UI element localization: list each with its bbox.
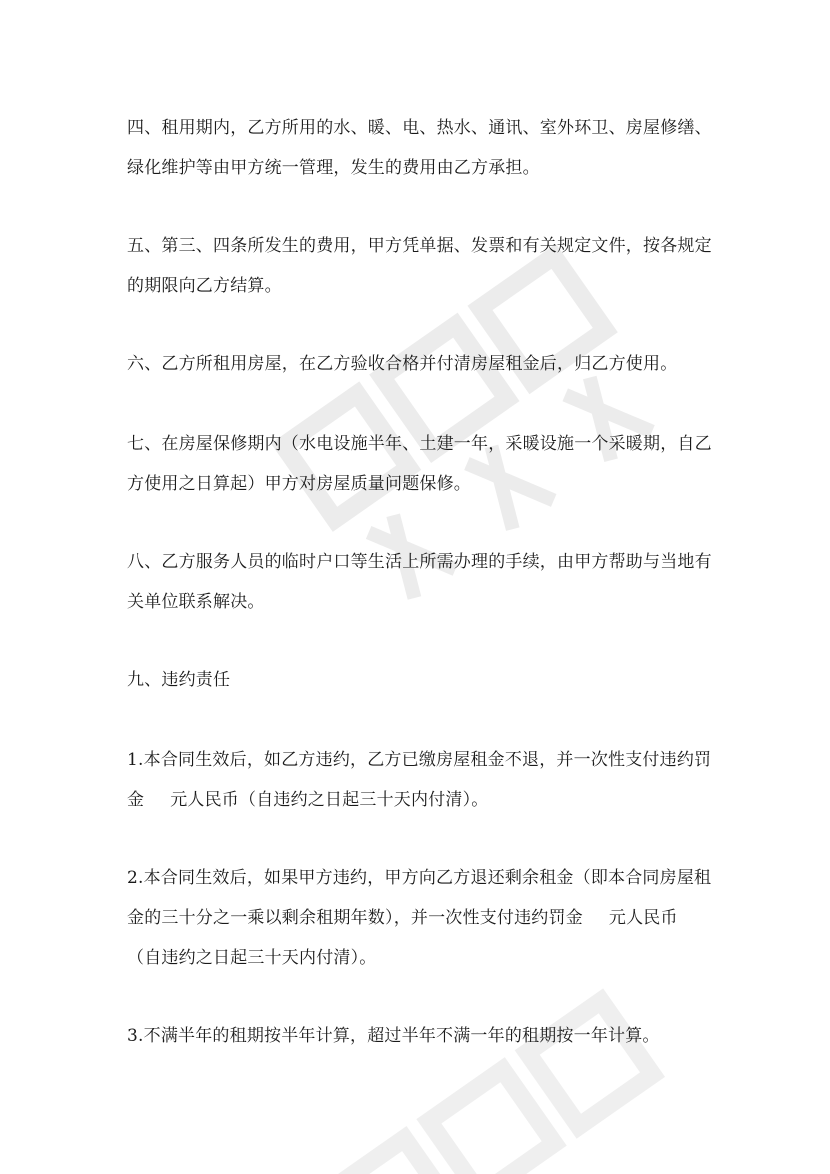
item-2-line-2 bbox=[127, 898, 707, 938]
item-2-line-2-head: 金的三十分之一乘以剩余租期年数），并一次性支付违约罚金 bbox=[127, 908, 583, 928]
item-2-line-2-tail: 元人民币 bbox=[608, 908, 678, 928]
clause-6-line-1: 六、乙方所租用房屋，在乙方验收合格并付清房屋租金后，归乙方使用。 bbox=[127, 354, 678, 374]
clause-5-line-2: 的期限向乙方结算。 bbox=[127, 276, 282, 296]
document-body bbox=[127, 108, 712, 1096]
clause-8-line-1: 八、乙方服务人员的临时户口等生活上所需办理的手续，由甲方帮助与当地有 bbox=[127, 552, 712, 572]
clause-8-line-2: 关单位联系解决。 bbox=[127, 592, 265, 612]
clause-5-paragraph bbox=[127, 226, 712, 306]
clause-7-line-2: 方使用之日算起）甲方对房屋质量问题保修。 bbox=[127, 474, 471, 494]
clause-7-line-1: 七、在房屋保修期内（水电设施半年、土建一年，采暖设施一个采暖期，自乙 bbox=[127, 434, 712, 454]
clause-4-paragraph bbox=[127, 108, 712, 188]
item-3-paragraph bbox=[127, 1016, 707, 1056]
clause-7-paragraph bbox=[127, 424, 712, 504]
clause-9-heading bbox=[127, 660, 707, 700]
item-2-line-3: （自违约之日起三十天内付清）。 bbox=[127, 948, 377, 968]
clause-6-paragraph bbox=[127, 344, 707, 384]
clause-9-heading-text: 九、违约责任 bbox=[127, 670, 231, 690]
item-2-paragraph bbox=[127, 858, 712, 978]
item-1-line-2-tail: 元人民币（自违约之日起三十天内付清）。 bbox=[170, 790, 489, 810]
item-1-paragraph bbox=[127, 740, 712, 820]
item-2-line-1: 2.本合同生效后，如果甲方违约，甲方向乙方退还剩余租金（即本合同房屋租 bbox=[127, 868, 712, 888]
item-1-line-2 bbox=[127, 780, 707, 820]
clause-4-line-1: 四、租用期内，乙方所用的水、暖、电、热水、通讯、室外环卫、房屋修缮、 bbox=[127, 118, 712, 138]
clause-5-line-1: 五、第三、四条所发生的费用，甲方凭单据、发票和有关规定文件，按各规定 bbox=[127, 236, 712, 256]
item-1-line-1: 1.本合同生效后，如乙方违约，乙方已缴房屋租金不退，并一次性支付违约罚 bbox=[127, 750, 712, 770]
clause-4-line-2: 绿化维护等由甲方统一管理，发生的费用由乙方承担。 bbox=[127, 158, 540, 178]
clause-8-paragraph bbox=[127, 542, 712, 622]
item-1-line-2-head: 金 bbox=[127, 790, 145, 810]
item-3-line-1: 3.不满半年的租期按半年计算，超过半年不满一年的租期按一年计算。 bbox=[127, 1026, 660, 1046]
